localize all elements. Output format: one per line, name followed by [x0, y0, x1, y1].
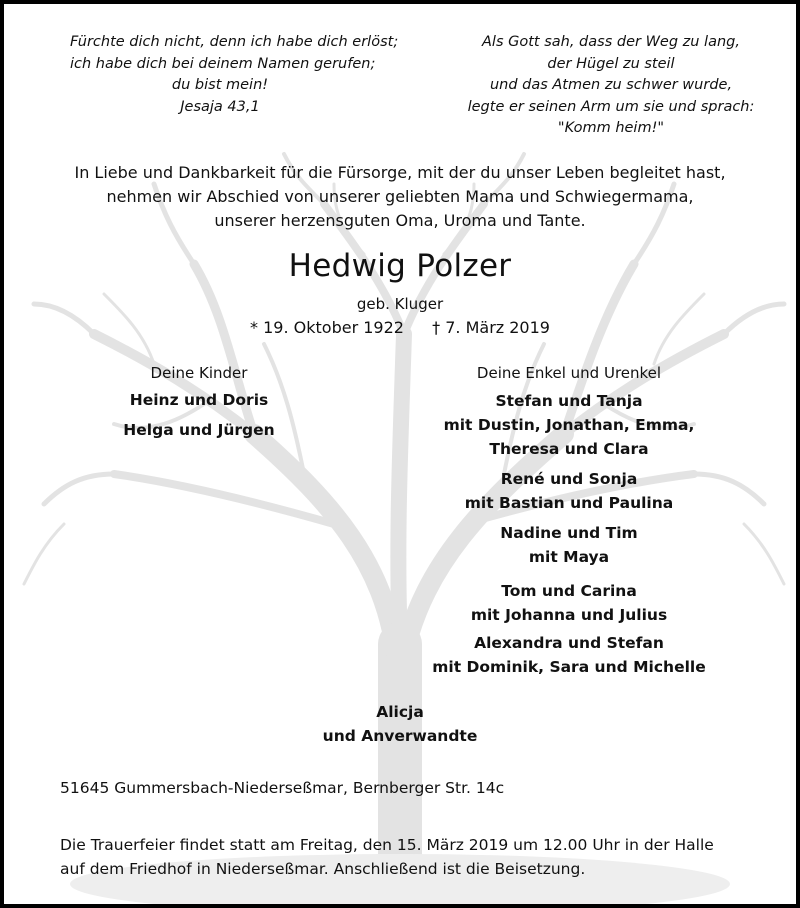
family-line: mit Dustin, Jonathan, Emma,: [443, 416, 695, 434]
poem-quote: [466, 32, 756, 140]
family-entry: Helga und Jürgen: [123, 421, 275, 439]
family-line: Alexandra und Stefan: [474, 634, 664, 652]
family-line: René und Sonja: [500, 470, 638, 488]
birth-name: geb. Kluger: [356, 295, 444, 313]
death-date: † 7. März 2019: [432, 318, 550, 337]
intro-line: In Liebe und Dankbarkeit für die Fürsorge, mit der du unser Leben begleitet hast,: [74, 163, 726, 182]
bible-quote: [70, 32, 399, 118]
family-line: Tom und Carina: [501, 582, 637, 600]
family-group: [419, 467, 719, 515]
quote-line: ich habe dich bei deinem Namen gerufen;: [70, 55, 376, 72]
intro-line: unserer herzensguten Oma, Uroma und Tante.: [214, 211, 586, 230]
intro-line: nehmen wir Abschied von unserer geliebten Mama und Schwiegermama,: [106, 187, 694, 206]
children-heading: Deine Kinder: [150, 364, 248, 382]
family-group: [419, 631, 719, 679]
quote-line: Als Gott sah, dass der Weg zu lang,: [482, 34, 740, 50]
funeral-line: auf dem Friedhof in Niederseßmar. Anschließend ist die Beisetzung.: [60, 860, 586, 878]
quote-line: legte er seinen Arm um sie und sprach:: [467, 98, 755, 115]
quote-line: "Komm heim!": [557, 120, 665, 136]
grandchildren-heading: Deine Enkel und Urenkel: [476, 364, 662, 382]
children-section: [104, 364, 294, 442]
quote-line: du bist mein!: [171, 77, 269, 93]
family-entry: Heinz und Doris: [129, 391, 269, 409]
relative-line: und Anverwandte: [322, 727, 478, 745]
intro-text: [4, 161, 796, 233]
quote-source: Jesaja 43,1: [180, 98, 260, 115]
funeral-line: Die Trauerfeier findet statt am Freitag, den 15. März 2019 um 12.00 Uhr in der Halle: [60, 836, 714, 854]
family-group: [419, 579, 719, 627]
family-line: Nadine und Tim: [500, 524, 638, 542]
relative-line: Alicja: [376, 703, 424, 721]
family-line: mit Johanna und Julius: [470, 606, 668, 624]
address: 51645 Gummersbach-Niederseßmar, Bernberger Str. 14c: [60, 779, 505, 797]
other-relatives: [300, 700, 500, 748]
quote-line: Fürchte dich nicht, denn ich habe dich erlöst;: [70, 34, 399, 50]
family-line: mit Bastian und Paulina: [464, 494, 674, 512]
funeral-info: [60, 833, 714, 881]
quote-line: und das Atmen zu schwer wurde,: [489, 77, 733, 93]
grandchildren-section: [419, 364, 719, 679]
family-group: [419, 521, 719, 569]
family-line: mit Maya: [528, 548, 610, 566]
deceased-name: Hedwig Polzer: [288, 248, 512, 284]
quote-line: der Hügel zu steil: [547, 55, 675, 72]
family-line: Theresa und Clara: [489, 440, 649, 458]
family-group: [419, 389, 719, 461]
family-line: mit Dominik, Sara und Michelle: [432, 658, 706, 676]
family-line: Stefan und Tanja: [495, 392, 643, 410]
birth-date: * 19. Oktober 1922: [250, 318, 404, 337]
life-dates: [4, 318, 796, 337]
